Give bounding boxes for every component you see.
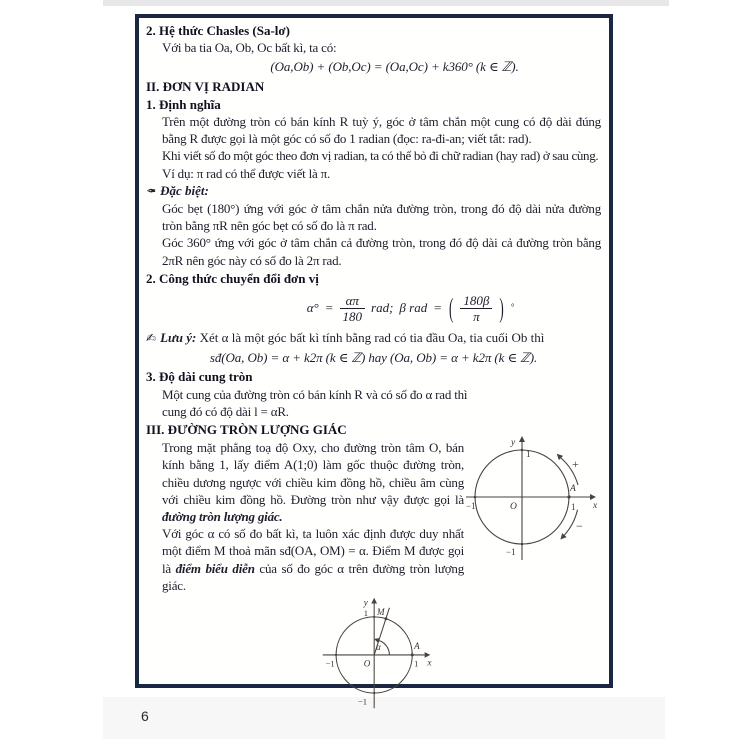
note-text: Xét α là một góc bất kì tính bằng rad có tia đầu Oa, tia cuối Ob thì [199, 330, 545, 346]
unit-circle-heading: III. ĐƯỜNG TRÒN LƯỢNG GIÁC [146, 422, 347, 438]
note-formula: sđ(Oa, Ob) = α + k2π (k ∈ ℤ) hay (Oa, Ob) = α + k2π (k ∈ ℤ). [209, 350, 538, 366]
fig1-x-axis-label: x [593, 501, 598, 512]
open-paren: ( [449, 292, 454, 324]
fig1-one-top: 1 [526, 449, 531, 460]
fig1-plus-direction: + [572, 457, 579, 472]
conv-num2: 180β [460, 293, 492, 309]
conv-beta: β rad [399, 300, 428, 316]
note-label: Lưu ý: [160, 330, 197, 346]
fig1-origin-label: O [510, 502, 517, 513]
definition-paragraph-2: Khi viết số đo một góc theo đơn vị radian, ta có thể bỏ đi chữ radian (hay rad) ở sau cùng. [162, 148, 599, 164]
close-paren: ) [499, 292, 504, 324]
fig2-neg-one-left: −1 [325, 658, 335, 669]
arc-length-line-1: Một cung của đường tròn có bán kính R và có số đo α rad thì [162, 386, 468, 402]
special-paragraph-1: Góc bẹt (180°) ứng với góc ở tâm chắn nửa đường tròn, trong đó độ dài nửa đường tròn bằng πR nên góc bẹt có số đo là π rad. [162, 201, 601, 234]
angle-representation-svg [318, 594, 437, 713]
conversion-heading: 2. Công thức chuyển đổi đơn vị [146, 270, 319, 286]
radian-section-heading: II. ĐƠN VỊ RADIAN [146, 78, 265, 94]
conv-degree: ° [510, 302, 515, 313]
p1-term: đường tròn lượng giác. [162, 509, 283, 525]
conv-den1: 180 [342, 308, 363, 324]
arc-length-heading: 3. Độ dài cung tròn [146, 369, 253, 385]
fig2-alpha-label: α [376, 642, 381, 653]
fig1-neg-one-left: −1 [466, 501, 476, 512]
arc-length-line-2: cung đó có độ dài l = αR. [162, 403, 289, 419]
fig1-neg-one-bottom: −1 [506, 547, 516, 558]
pen-nib-icon: ✒ [146, 183, 157, 198]
p2-term: điểm biểu diễn [175, 560, 255, 576]
chasles-heading: 2. Hệ thức Chasles (Sa-lơ) [146, 23, 290, 38]
fig2-neg-one-bottom: −1 [357, 696, 368, 707]
fig2-point-a-label: A [414, 641, 420, 652]
fig2-origin-label: O [363, 658, 371, 669]
conv-rad1: rad; [371, 300, 394, 316]
fig1-one-right: 1 [571, 502, 576, 513]
unit-circle-orientation-svg [464, 434, 601, 566]
fig2-y-axis-label: y [363, 597, 368, 608]
fig2-x-axis-label: x [427, 657, 432, 668]
content-frame [135, 14, 613, 707]
conv-eq1: = [324, 300, 334, 316]
chasles-intro: Với ba tia Oa, Ob, Oc bất kì, ta có: [162, 40, 337, 56]
conv-fraction-2 [460, 293, 492, 324]
fig1-y-axis-label: y [511, 438, 516, 449]
fig2-point-m-label: M [377, 607, 385, 618]
note-line [146, 329, 601, 347]
p2-regular: Với góc α có số đo bất kì, ta luôn xác định được duy nhất một điểm M thoả mãn sđ(OA, OM) = α. Điểm M được gọi là [162, 526, 464, 576]
scan-top-strip [103, 0, 669, 6]
figure-angle-representation [318, 594, 601, 712]
figure-unit-circle-orientation [464, 434, 601, 594]
chasles-formula: (Oa,Ob) + (Ob,Oc) = (Oa,Oc) + k360° (k ∈ ℤ). [270, 59, 519, 75]
unit-circle-text [146, 439, 464, 594]
conv-fraction-1 [340, 293, 366, 324]
p2-tail: của số đo góc α trên đường tròn lượng giác. [162, 560, 464, 593]
special-note-line [146, 182, 601, 200]
fig1-minus-direction: − [576, 519, 583, 534]
unit-circle-paragraph-1 [162, 439, 464, 525]
special-paragraph-2: Góc 360° ứng với góc ở tâm chắn cả đường tròn, trong đó độ dài cả đường tròn bằng 2πR nên góc này có số đo là 2π rad. [162, 235, 601, 268]
fig2-one-top: 1 [363, 607, 368, 618]
conv-num1: απ [340, 293, 366, 309]
definition-heading: 1. Định nghĩa [146, 96, 221, 112]
writing-hand-icon: ✍ [146, 331, 157, 346]
special-label: Đặc biệt: [160, 182, 209, 198]
definition-paragraph-1: Trên một đường tròn có bán kính R tuỳ ý, góc ở tâm chắn một cung có độ dài đúng bằng R được gọi là một góc có số đo 1 radian (đọc: ra-đi-an; viết tắt: rad). [162, 114, 601, 147]
conv-alpha: α° [306, 300, 319, 316]
fig2-one-right: 1 [414, 658, 419, 669]
definition-example: Ví dụ: π rad có thể được viết là π. [162, 165, 331, 181]
page-number: 6 [141, 708, 149, 724]
conversion-formula [220, 289, 601, 327]
conv-eq2: = [433, 300, 442, 316]
unit-circle-section [146, 439, 601, 594]
conv-den2: π [473, 308, 480, 324]
unit-circle-paragraph-2 [162, 525, 464, 594]
fig1-point-a-label: A [570, 484, 576, 495]
p1-regular: Trong mặt phẳng toạ độ Oxy, cho đường tròn tâm O, bán kính bằng 1, lấy điểm A(1;0) làm gốc thuộc đường tròn, chiều dương ngược với chiều kim đồng hồ, chiều âm cùng với chiều kim đồng hồ. Đường tròn như vậy được gọi là [162, 440, 464, 507]
